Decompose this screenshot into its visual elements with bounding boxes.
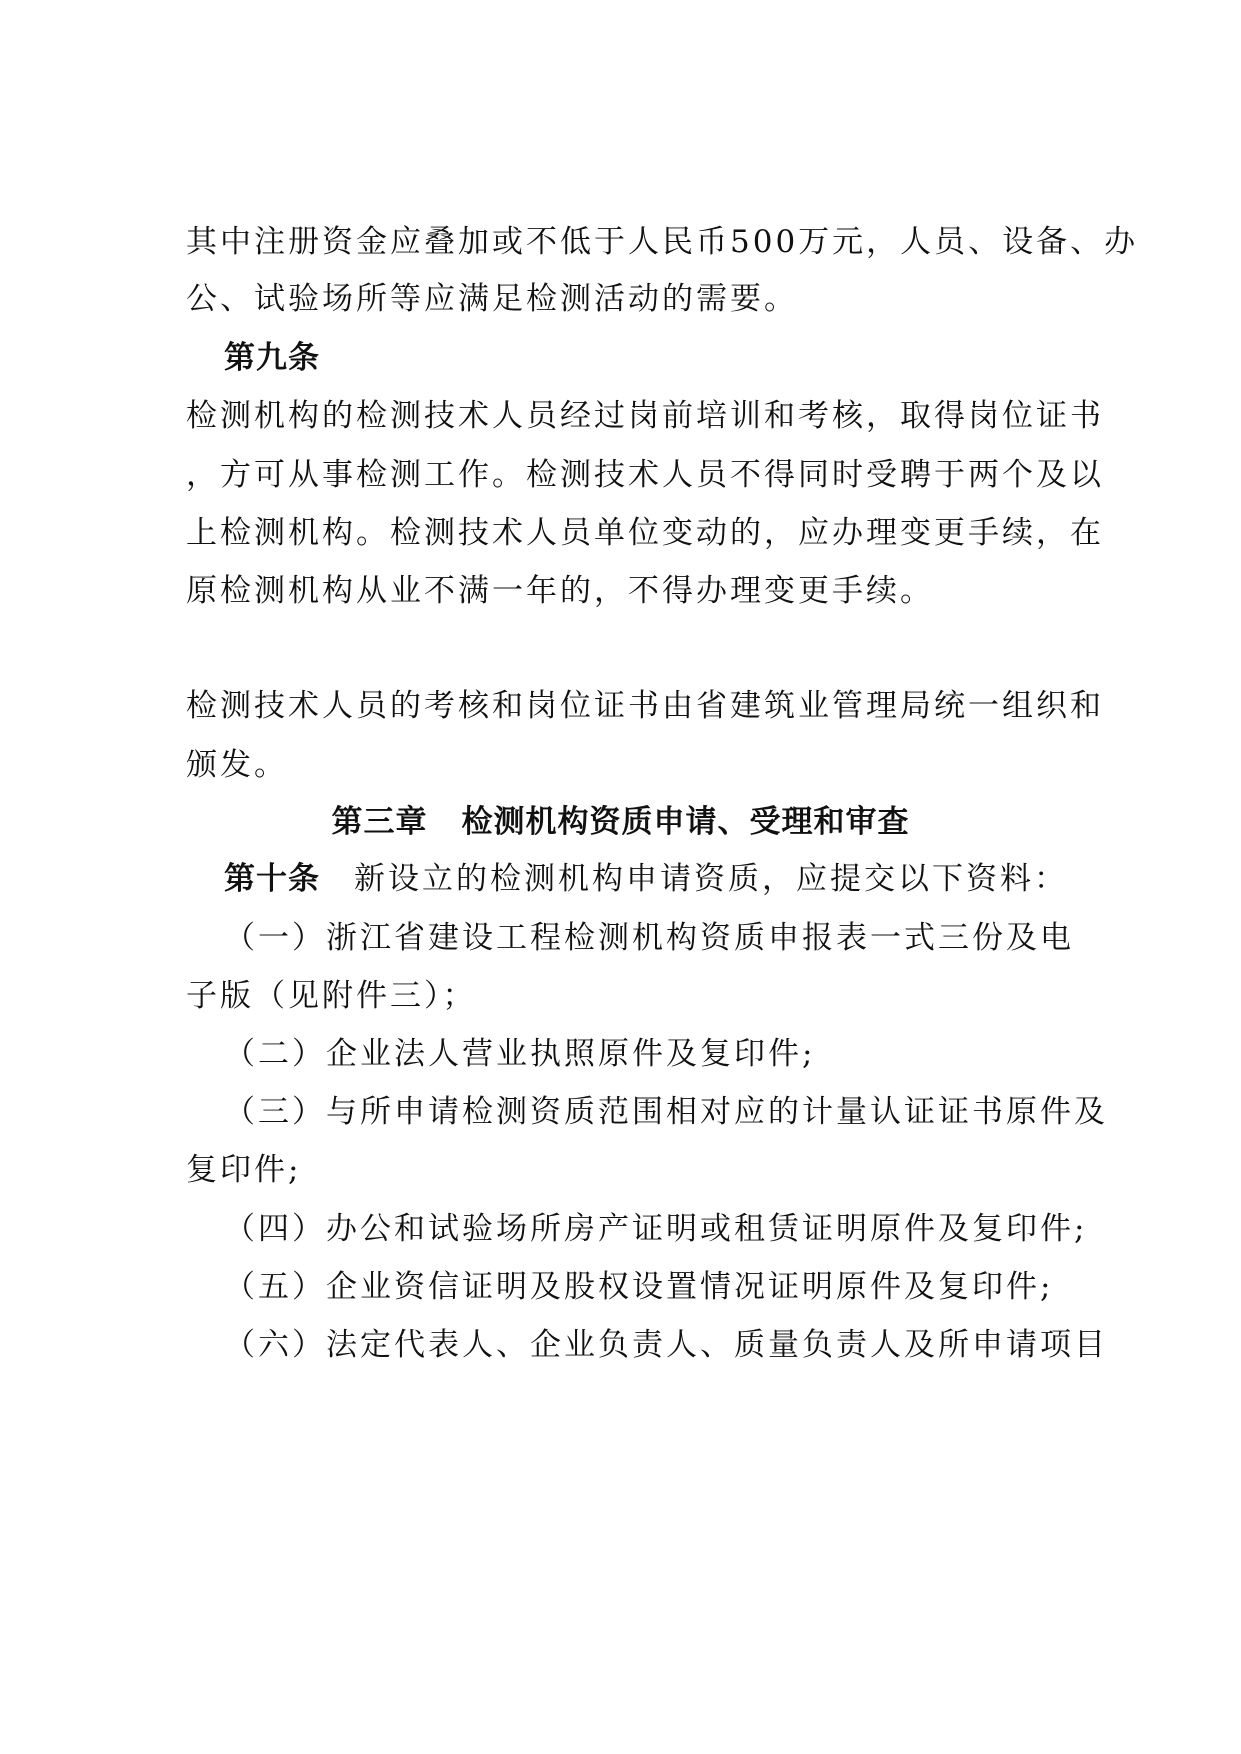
- paragraph-line: 公、试验场所等应满足检测活动的需要。: [186, 281, 798, 317]
- chapter-number: 第三章: [331, 804, 428, 840]
- list-item-line: （六）法定代表人、企业负责人、质量负责人及所申请项目: [224, 1327, 1108, 1363]
- paragraph-line: 其中注册资金应叠加或不低于人民币500万元，人员、设备、办: [186, 224, 1139, 260]
- paragraph-line: 上检测机构。检测技术人员单位变动的，应办理变更手续，在: [186, 515, 1104, 551]
- paragraph-line: ，方可从事检测工作。检测技术人员不得同时受聘于两个及以: [186, 457, 1104, 493]
- paragraph-line: 检测机构的检测技术人员经过岗前培训和考核，取得岗位证书: [186, 398, 1104, 434]
- paragraph-line: 原检测机构从业不满一年的，不得办理变更手续。: [186, 573, 934, 609]
- list-item-line: （一）浙江省建设工程检测机构资质申报表一式三份及电: [224, 920, 1074, 956]
- paragraph-line: 检测技术人员的考核和岗位证书由省建筑业管理局统一组织和: [186, 688, 1104, 724]
- list-item-line: （五）企业资信证明及股权设置情况证明原件及复印件;: [224, 1269, 1054, 1305]
- article-10-label: 第十条: [224, 861, 320, 897]
- article-10-text: 新设立的检测机构申请资质，应提交以下资料：: [354, 861, 1068, 897]
- list-item-line: 子版（见附件三）；: [186, 978, 477, 1014]
- list-item-line: 复印件;: [186, 1152, 302, 1188]
- chapter-heading: [0, 802, 1241, 842]
- article-10: [224, 859, 1134, 899]
- paragraph-line: 颁发。: [186, 747, 288, 783]
- list-item-line: （二）企业法人营业执照原件及复印件;: [224, 1036, 816, 1072]
- list-item-line: （三）与所申请检测资质范围相对应的计量认证证书原件及: [224, 1094, 1108, 1130]
- list-item-line: （四）办公和试验场所房产证明或租赁证明原件及复印件;: [224, 1211, 1088, 1247]
- chapter-title: 检测机构资质申请、受理和审查: [461, 804, 910, 840]
- article-9-title: 第九条: [224, 340, 320, 376]
